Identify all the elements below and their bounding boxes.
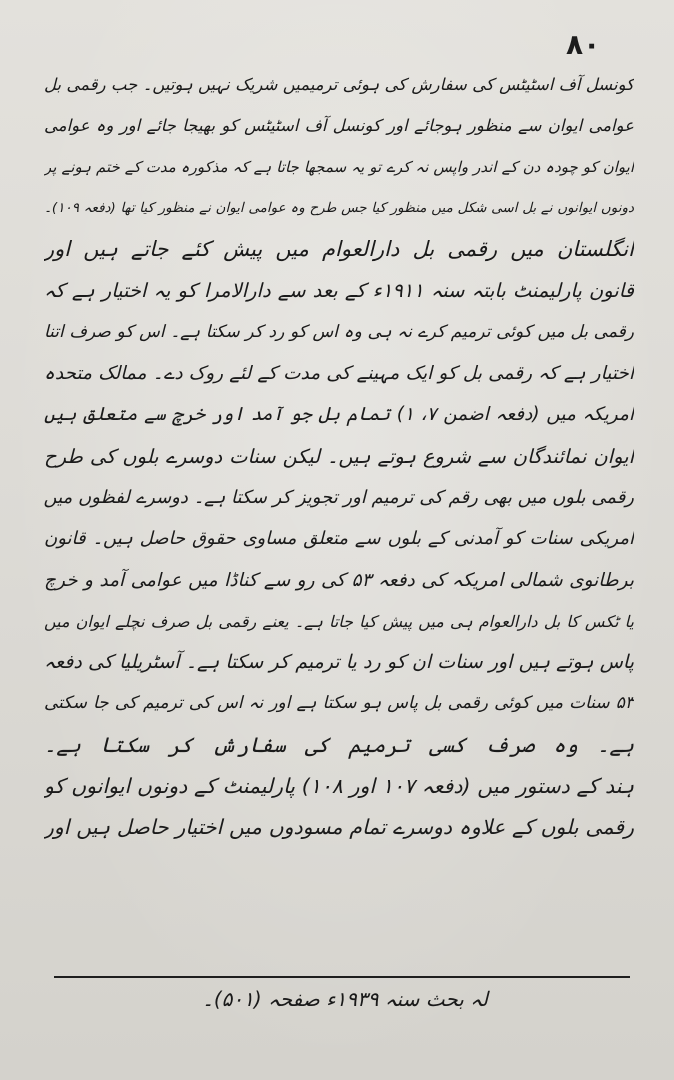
footnote: لہ بحث سنہ ۱۹۳۹ء صفحہ (۵۰۱)۔ [202, 987, 488, 1011]
text-line: برطانوی شمالی امریکہ کی دفعہ ۵۳ کی رو سے کناڈا میں عوامی آمد و خرچ [44, 569, 634, 591]
text-line: رقمی بلوں کے علاوہ دوسرے تمام مسودوں میں اختیار حاصل ہیں اور [44, 815, 634, 840]
text-line: پاس ہوتے ہیں اور سنات ان کو رد یا ترمیم کر سکتا ہے۔ آسٹریلیا کی دفعہ [44, 651, 634, 674]
text-line: ایوان نمائندگان سے شروع ہوتے ہیں۔ لیکن سنات دوسرے بلوں کی طرح [44, 444, 634, 468]
text-line: اختیار ہے کہ رقمی بل کو ایک مہینے کی مدت کے لئے روک دے۔ ممالک متحدہ [44, 363, 634, 385]
text-line: امریکی سنات کو آمدنی کے بلوں سے متعلق مساوی حقوق حاصل ہیں۔ قانون [44, 528, 634, 550]
text-line: عوامی ایوان سے منظور ہوجائے اور کونسل آف اسٹیٹس کو بھیجا جائے اور وہ عوامی [44, 116, 634, 136]
text-line: رقمی بل میں کوئی ترمیم کرے نہ ہی وہ اس کو رد کر سکتا ہے۔ اس کو صرف اتنا [44, 321, 634, 342]
text-line: ہند کے دستور میں (دفعہ ۱۰۷ اور ۱۰۸) پارلیمنٹ کے دونوں ایوانوں کو [44, 774, 634, 799]
text-line: یا ٹکس کا بل دارالعوام ہی میں پیش کیا جاتا ہے۔ یعنے رقمی بل صرف نچلے ایوان میں [44, 611, 634, 631]
text-line: انگلستان میں رقمی بل دارالعوام میں پیش کئے جاتے ہیں اور [44, 237, 634, 262]
text-line: ہے۔ وہ صرف کسی ترمیم کی سفارش کر سکتا ہے۔ [44, 732, 634, 757]
text-line: قانون پارلیمنٹ بابتہ سنہ ۱۹۱۱ء کے بعد سے دارالامرا کو یہ اختیار ہے کہ [44, 279, 634, 303]
text-line: امریکہ میں (دفعہ اضمن ۷، ۱) تمام بل جو آمد اور خرچ سے متعلق ہیں [44, 404, 634, 426]
body-text [44, 64, 634, 849]
footnote-divider [54, 976, 630, 978]
text-line: ۵۳ سنات میں کوئی رقمی بل پاس ہو سکتا ہے اور نہ اس کی ترمیم کی جا سکتی [44, 693, 634, 714]
text-line: دونوں ایوانوں نے بل اسی شکل میں منظور کیا جس طرح وہ عوامی ایوان نے منظور کیا تھا (دفعہ ۱۰۹)۔ [44, 199, 634, 216]
text-line: ایوان کو چودہ دن کے اندر واپس نہ کرے تو یہ سمجھا جاتا ہے کہ مذکورہ مدت کے ختم ہونے پر [44, 157, 634, 176]
text-line: رقمی بلوں میں بھی رقم کی ترمیم اور تجویز کر سکتا ہے۔ دوسرے لفظوں میں [44, 486, 634, 508]
page-number: ۸۰ [566, 28, 601, 61]
text-line: کونسل آف اسٹیٹس کی سفارش کی ہوئی ترمیمیں شریک نہیں ہوتیں۔ جب رقمی بل [44, 75, 634, 94]
